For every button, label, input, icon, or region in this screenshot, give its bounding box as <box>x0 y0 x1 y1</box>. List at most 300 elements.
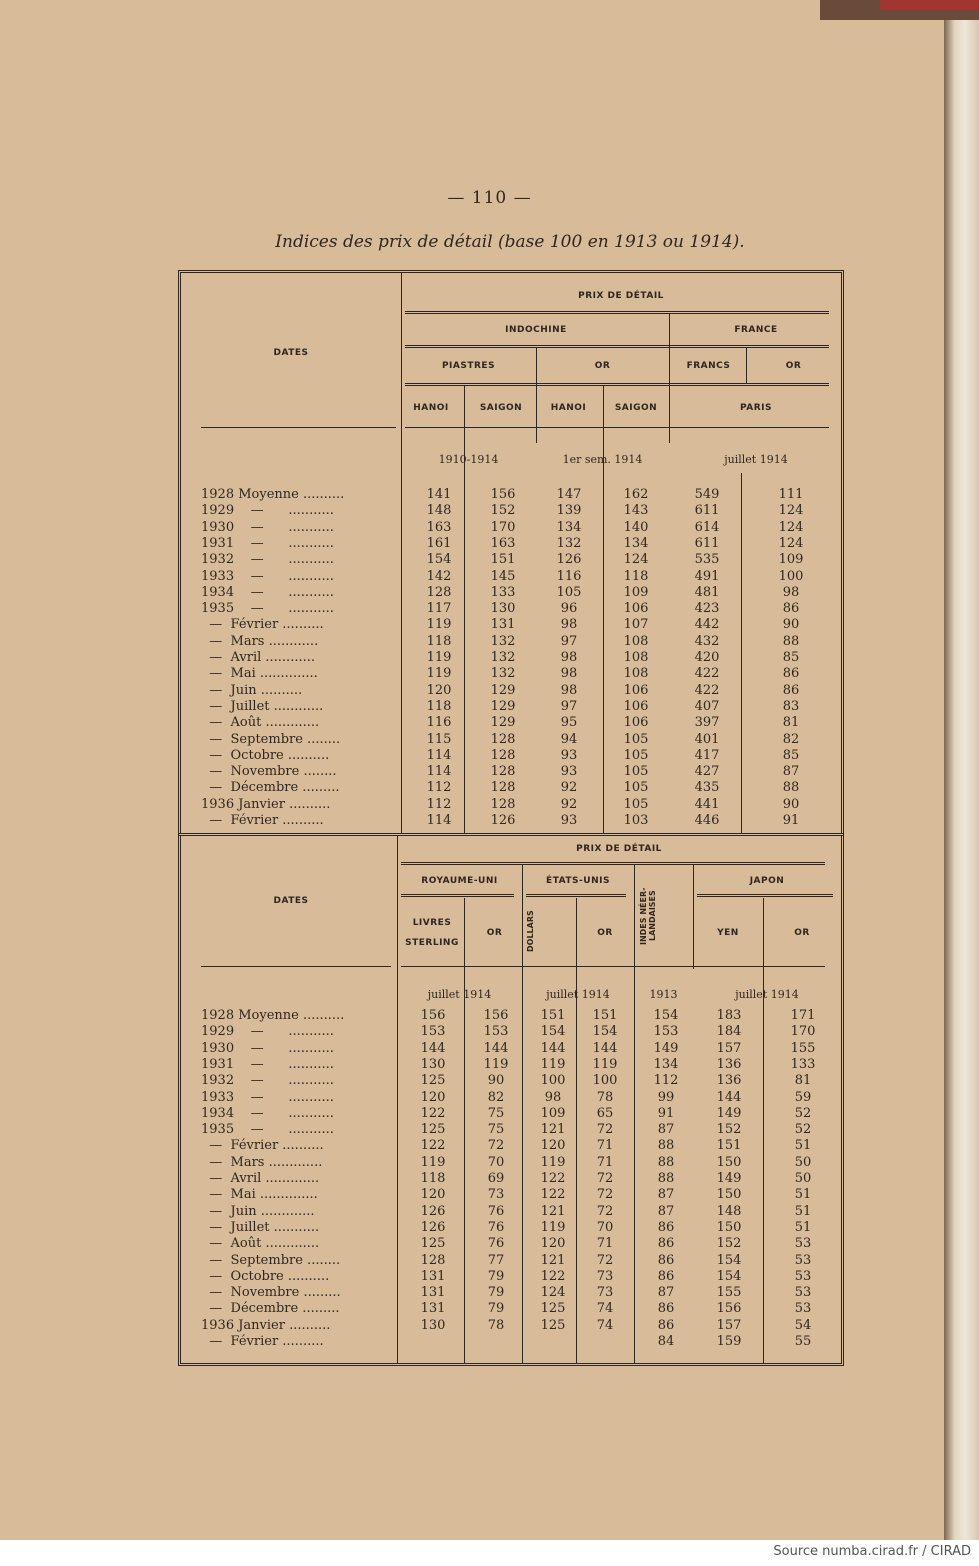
table-cell: 70 <box>596 1219 614 1235</box>
table-cell: 144 <box>420 1040 446 1056</box>
table-cell: 152 <box>716 1236 742 1252</box>
hanoi-header-2: HANOI <box>550 403 587 413</box>
table-cell: 435 <box>694 780 720 796</box>
table-cell: 88 <box>782 633 800 649</box>
table-cell: 128 <box>490 731 516 747</box>
table-cell: 105 <box>556 584 582 600</box>
table-cell: 407 <box>694 698 720 714</box>
table-row <box>181 666 841 682</box>
table-cell: 549 <box>694 487 720 502</box>
table-cell: 150 <box>716 1154 742 1170</box>
table-cell: 170 <box>490 519 516 535</box>
table-cell: 153 <box>420 1024 446 1040</box>
table-cell: 128 <box>490 796 516 812</box>
table-cell: 87 <box>657 1122 675 1138</box>
page-number: — 110 — <box>447 188 532 208</box>
table-cell: 142 <box>426 568 452 584</box>
table-cell: 86 <box>657 1317 675 1333</box>
table-cell: 535 <box>694 552 720 568</box>
table-cell: 103 <box>623 813 649 828</box>
table-cell: 53 <box>794 1252 812 1268</box>
table-cell: 86 <box>657 1268 675 1284</box>
row-date-label: — Février .......... <box>201 813 324 828</box>
table-row <box>181 1301 841 1317</box>
table-cell: 157 <box>716 1317 742 1333</box>
table-cell: 99 <box>657 1089 675 1105</box>
row-date-label: 1933 — ........... <box>201 1089 334 1105</box>
table-cell: 153 <box>483 1024 509 1040</box>
table-cell: 132 <box>490 633 516 649</box>
table-cell: 50 <box>794 1154 812 1170</box>
table-cell: 94 <box>560 731 578 747</box>
rule <box>526 894 626 897</box>
table-cell: 117 <box>426 601 452 617</box>
table-cell: 422 <box>694 666 720 682</box>
table-cell: 98 <box>560 650 578 665</box>
table-cell: 88 <box>782 780 800 796</box>
base-label: juillet 1914 <box>427 988 492 1001</box>
row-date-label: — Mai .............. <box>201 666 318 682</box>
table-cell: 129 <box>490 682 516 698</box>
table-cell: 71 <box>596 1236 614 1252</box>
table-cell: 118 <box>420 1171 446 1186</box>
table-cell: 114 <box>426 747 452 763</box>
table-cell: 156 <box>490 487 516 502</box>
table-cell: 124 <box>778 519 804 535</box>
table-cell: 105 <box>623 780 649 796</box>
divider <box>536 347 537 443</box>
table-cell: 126 <box>490 813 516 828</box>
table-cell: 126 <box>420 1219 446 1235</box>
table-cell: 86 <box>657 1252 675 1268</box>
table-cell: 92 <box>560 780 578 796</box>
table-cell: 52 <box>794 1105 812 1121</box>
table-cell: 86 <box>657 1236 675 1252</box>
row-date-label: — Avril ............. <box>201 1171 320 1186</box>
table-row <box>181 569 841 585</box>
or-header: OR <box>594 361 611 371</box>
etats-unis-header: ÉTATS-UNIS <box>546 876 610 886</box>
table-cell: 53 <box>794 1268 812 1284</box>
row-date-label: 1935 — ........... <box>201 1122 334 1138</box>
table-cell: 118 <box>623 568 649 584</box>
indes-header: INDES NÉER-LANDAISES <box>639 887 657 945</box>
table-cell: 432 <box>694 633 720 649</box>
table-row <box>181 503 841 519</box>
table-cell: 128 <box>420 1252 446 1268</box>
table-cell: 112 <box>653 1073 679 1089</box>
table-cell: 131 <box>490 617 516 633</box>
table-cell: 134 <box>623 535 649 551</box>
table-row <box>181 1155 841 1171</box>
row-date-label: 1929 — ........... <box>201 503 334 519</box>
table-cell: 423 <box>694 601 720 617</box>
piastres-header: PIASTRES <box>441 361 496 371</box>
row-date-label: — Février .......... <box>201 617 324 633</box>
row-date-label: — Février .......... <box>201 1138 324 1154</box>
table-cell: 81 <box>794 1073 812 1089</box>
table-row <box>181 1253 841 1269</box>
table-cell: 74 <box>596 1317 614 1333</box>
table-cell: 481 <box>694 584 720 600</box>
table-cell: 151 <box>540 1008 566 1023</box>
table-cell: 119 <box>426 617 452 633</box>
table-cell: 183 <box>716 1008 742 1023</box>
title-text: Indices des prix de détail (base 100 en 1913 ou 1914). <box>275 232 745 252</box>
table-row <box>181 1122 841 1138</box>
table-cell: 152 <box>716 1122 742 1138</box>
table-row <box>181 1138 841 1154</box>
row-date-label: 1931 — ........... <box>201 535 334 551</box>
table-cell: 149 <box>716 1105 742 1121</box>
row-date-label: — Août ............. <box>201 1236 320 1252</box>
table-cell: 611 <box>694 535 720 551</box>
table-cell: 108 <box>623 633 649 649</box>
source-credit: Source numba.cirad.fr / CIRAD <box>773 1544 971 1559</box>
table-cell: 118 <box>426 633 452 649</box>
row-date-label: — Décembre ......... <box>201 1301 340 1317</box>
table-cell: 145 <box>490 568 516 584</box>
row-date-label: 1929 — ........... <box>201 1024 334 1040</box>
table-cell: 125 <box>540 1301 566 1317</box>
table-cell: 86 <box>657 1219 675 1235</box>
table-cell: 134 <box>556 519 582 535</box>
table-cell: 119 <box>426 666 452 682</box>
table-cell: 131 <box>420 1268 446 1284</box>
row-date-label: 1934 — ........... <box>201 1105 334 1121</box>
table-cell: 86 <box>657 1301 675 1317</box>
table-cell: 124 <box>778 535 804 551</box>
table-cell: 88 <box>657 1171 675 1186</box>
table-cell: 100 <box>592 1073 618 1089</box>
row-date-label: — Novembre ........ <box>201 764 337 780</box>
table-row <box>181 1269 841 1285</box>
saigon-header: SAIGON <box>479 403 523 413</box>
row-date-label: 1936 Janvier .......... <box>201 1317 331 1333</box>
table-row <box>181 715 841 731</box>
table-cell: 147 <box>556 487 582 502</box>
table-cell: 105 <box>623 764 649 780</box>
table-cell: 401 <box>694 731 720 747</box>
row-date-label: — Septembre ........ <box>201 1252 341 1268</box>
or-header-2: OR <box>785 361 802 371</box>
table-cell: 100 <box>778 568 804 584</box>
table-row <box>181 1285 841 1301</box>
table-row <box>181 1024 841 1040</box>
table-row <box>181 650 841 666</box>
table-cell: 132 <box>490 666 516 682</box>
table-cell: 442 <box>694 617 720 633</box>
table-cell: 149 <box>653 1040 679 1056</box>
table-cell: 154 <box>653 1008 679 1023</box>
table-cell: 134 <box>653 1056 679 1072</box>
divider <box>669 313 670 443</box>
table-cell: 140 <box>623 519 649 535</box>
rule <box>401 894 514 897</box>
table-cell: 73 <box>596 1285 614 1301</box>
table-row <box>181 520 841 536</box>
table-cell: 75 <box>487 1122 505 1138</box>
table-cell: 79 <box>487 1285 505 1301</box>
table-cell: 159 <box>716 1334 742 1349</box>
table-cell: 153 <box>653 1024 679 1040</box>
row-date-label: 1936 Janvier .......... <box>201 796 331 812</box>
or-header-3: OR <box>794 928 810 938</box>
table-cell: 125 <box>540 1317 566 1333</box>
table-cell: 90 <box>782 617 800 633</box>
table-cell: 119 <box>483 1056 509 1072</box>
table-cell: 120 <box>426 682 452 698</box>
rule <box>201 427 396 428</box>
table-row <box>181 552 841 568</box>
table-cell: 100 <box>540 1073 566 1089</box>
table-cell: 119 <box>540 1154 566 1170</box>
table-cell: 87 <box>657 1285 675 1301</box>
table-cell: 136 <box>716 1073 742 1089</box>
table-cell: 72 <box>487 1138 505 1154</box>
table-cell: 86 <box>782 682 800 698</box>
table-cell: 51 <box>794 1138 812 1154</box>
table-cell: 126 <box>420 1203 446 1219</box>
table-cell: 51 <box>794 1219 812 1235</box>
table-cell: 87 <box>782 764 800 780</box>
table-cell: 154 <box>716 1252 742 1268</box>
table-cell: 119 <box>426 650 452 665</box>
or-header-2: OR <box>597 928 613 938</box>
table-row <box>181 1106 841 1122</box>
book-cover-red-edge <box>880 0 979 10</box>
table-cell: 79 <box>487 1301 505 1317</box>
divider <box>746 347 747 383</box>
table-cell: 120 <box>420 1187 446 1203</box>
table-cell: 72 <box>596 1252 614 1268</box>
rule <box>405 427 829 428</box>
table-cell: 114 <box>426 764 452 780</box>
table-cell: 108 <box>623 666 649 682</box>
table-cell: 156 <box>420 1008 446 1023</box>
table-cell: 155 <box>716 1285 742 1301</box>
table-cell: 397 <box>694 715 720 731</box>
table-cell: 91 <box>657 1105 675 1121</box>
table-cell: 91 <box>782 813 800 828</box>
table-cell: 133 <box>490 584 516 600</box>
table-cell: 76 <box>487 1219 505 1235</box>
table-cell: 131 <box>420 1301 446 1317</box>
table-cell: 78 <box>596 1089 614 1105</box>
dollars-header: DOLLARS <box>526 910 535 952</box>
table-cell: 150 <box>716 1219 742 1235</box>
table-cell: 162 <box>623 487 649 502</box>
table-cell: 95 <box>560 715 578 731</box>
table-cell: 161 <box>426 535 452 551</box>
table-cell: 85 <box>782 747 800 763</box>
table-cell: 90 <box>782 796 800 812</box>
yen-header: YEN <box>717 928 739 938</box>
table-cell: 163 <box>426 519 452 535</box>
base-label: 1910-1914 <box>438 453 499 466</box>
france-header: FRANCE <box>734 325 778 335</box>
table-row <box>181 1171 841 1187</box>
table-cell: 491 <box>694 568 720 584</box>
table-cell: 129 <box>490 698 516 714</box>
row-date-label: — Mai .............. <box>201 1187 318 1203</box>
table-cell: 131 <box>420 1285 446 1301</box>
row-date-label: 1935 — ........... <box>201 601 334 617</box>
saigon-header-2: SAIGON <box>614 403 658 413</box>
table-cell: 163 <box>490 535 516 551</box>
row-date-label: 1931 — ........... <box>201 1056 334 1072</box>
table-cell: 70 <box>487 1154 505 1170</box>
table-other-countries <box>178 833 844 1366</box>
table-cell: 148 <box>426 503 452 519</box>
table-cell: 111 <box>778 487 804 502</box>
table-cell: 88 <box>657 1154 675 1170</box>
table-row <box>181 617 841 633</box>
row-date-label: — Novembre ......... <box>201 1285 341 1301</box>
table-cell: 154 <box>716 1268 742 1284</box>
table-row <box>181 813 841 829</box>
table-cell: 143 <box>623 503 649 519</box>
table-cell: 97 <box>560 698 578 714</box>
table-cell: 114 <box>426 813 452 828</box>
table-cell: 148 <box>716 1203 742 1219</box>
japon-header: JAPON <box>749 876 785 886</box>
table-row <box>181 1318 841 1334</box>
row-date-label: — Décembre ......... <box>201 780 340 796</box>
table-cell: 121 <box>540 1122 566 1138</box>
table-cell: 81 <box>782 715 800 731</box>
table-cell: 156 <box>483 1008 509 1023</box>
table-cell: 119 <box>540 1056 566 1072</box>
table-row <box>181 699 841 715</box>
table-cell: 109 <box>623 584 649 600</box>
table-cell: 422 <box>694 682 720 698</box>
base-label: juillet 1914 <box>735 988 799 1001</box>
table-cell: 130 <box>420 1317 446 1333</box>
row-date-label: — Février .......... <box>201 1334 324 1349</box>
rule <box>697 894 833 897</box>
row-date-label: — Avril ............ <box>201 650 315 665</box>
table-cell: 108 <box>623 650 649 665</box>
table-cell: 77 <box>487 1252 505 1268</box>
table-cell: 87 <box>657 1203 675 1219</box>
table-row <box>181 1008 841 1024</box>
table-indochine-france <box>178 270 844 836</box>
table-cell: 154 <box>592 1024 618 1040</box>
table-row <box>181 1334 841 1350</box>
row-date-label: 1930 — ........... <box>201 1040 334 1056</box>
table-cell: 98 <box>560 666 578 682</box>
table-cell: 156 <box>716 1301 742 1317</box>
row-date-label: — Septembre ........ <box>201 731 341 747</box>
rule <box>401 862 825 865</box>
table-cell: 157 <box>716 1040 742 1056</box>
prix-header: PRIX DE DÉTAIL <box>578 291 664 301</box>
table-cell: 151 <box>716 1138 742 1154</box>
table-cell: 50 <box>794 1171 812 1186</box>
table-cell: 54 <box>794 1317 812 1333</box>
table-cell: 120 <box>540 1138 566 1154</box>
table-cell: 98 <box>560 682 578 698</box>
table-cell: 72 <box>596 1203 614 1219</box>
table-cell: 119 <box>420 1154 446 1170</box>
rule <box>405 345 829 348</box>
table-cell: 144 <box>716 1089 742 1105</box>
table-cell: 132 <box>556 535 582 551</box>
table-cell: 112 <box>426 780 452 796</box>
table-cell: 87 <box>657 1187 675 1203</box>
row-date-label: — Juillet ........... <box>201 1219 320 1235</box>
row-date-label: — Mars ............. <box>201 1154 323 1170</box>
table-row <box>181 1204 841 1220</box>
table-cell: 116 <box>426 715 452 731</box>
book-page-edge <box>944 0 979 1540</box>
row-date-label: — Octobre .......... <box>201 1268 330 1284</box>
francs-header: FRANCS <box>686 361 731 371</box>
table-cell: 82 <box>487 1089 505 1105</box>
table-row <box>181 487 841 503</box>
table-cell: 141 <box>426 487 452 502</box>
table-row <box>181 764 841 780</box>
row-date-label: — Juin ............. <box>201 1203 315 1219</box>
row-date-label: 1928 Moyenne .......... <box>201 487 345 502</box>
table-cell: 125 <box>420 1236 446 1252</box>
table-cell: 98 <box>782 584 800 600</box>
table-cell: 88 <box>657 1138 675 1154</box>
table-cell: 125 <box>420 1073 446 1089</box>
table-cell: 83 <box>782 698 800 714</box>
table-cell: 144 <box>540 1040 566 1056</box>
table-row <box>181 1073 841 1089</box>
table-cell: 144 <box>592 1040 618 1056</box>
rule <box>405 383 829 386</box>
table-cell: 96 <box>560 601 578 617</box>
table-cell: 107 <box>623 617 649 633</box>
table-cell: 115 <box>426 731 452 747</box>
table-row <box>181 601 841 617</box>
table-cell: 446 <box>694 813 720 828</box>
row-date-label: 1932 — ........... <box>201 1073 334 1089</box>
table-cell: 93 <box>560 747 578 763</box>
table-cell: 144 <box>483 1040 509 1056</box>
table-row <box>181 634 841 650</box>
table-cell: 105 <box>623 731 649 747</box>
table-cell: 128 <box>490 780 516 796</box>
table-cell: 417 <box>694 747 720 763</box>
table-cell: 59 <box>794 1089 812 1105</box>
divider <box>693 864 694 969</box>
livres-header: LIVRES <box>412 918 452 928</box>
table-cell: 122 <box>540 1187 566 1203</box>
table-cell: 79 <box>487 1268 505 1284</box>
table-cell: 71 <box>596 1154 614 1170</box>
table-cell: 128 <box>490 764 516 780</box>
table-cell: 76 <box>487 1203 505 1219</box>
table-cell: 125 <box>420 1122 446 1138</box>
table-cell: 154 <box>540 1024 566 1040</box>
table-cell: 136 <box>716 1056 742 1072</box>
table-cell: 112 <box>426 796 452 812</box>
table-row <box>181 1187 841 1203</box>
table-cell: 121 <box>540 1252 566 1268</box>
rule <box>201 966 391 967</box>
base-label: juillet 1914 <box>546 988 610 1001</box>
table-cell: 52 <box>794 1122 812 1138</box>
table-cell: 72 <box>596 1171 614 1186</box>
paris-header: PARIS <box>740 403 772 413</box>
table-cell: 105 <box>623 796 649 812</box>
table-cell: 184 <box>716 1024 742 1040</box>
